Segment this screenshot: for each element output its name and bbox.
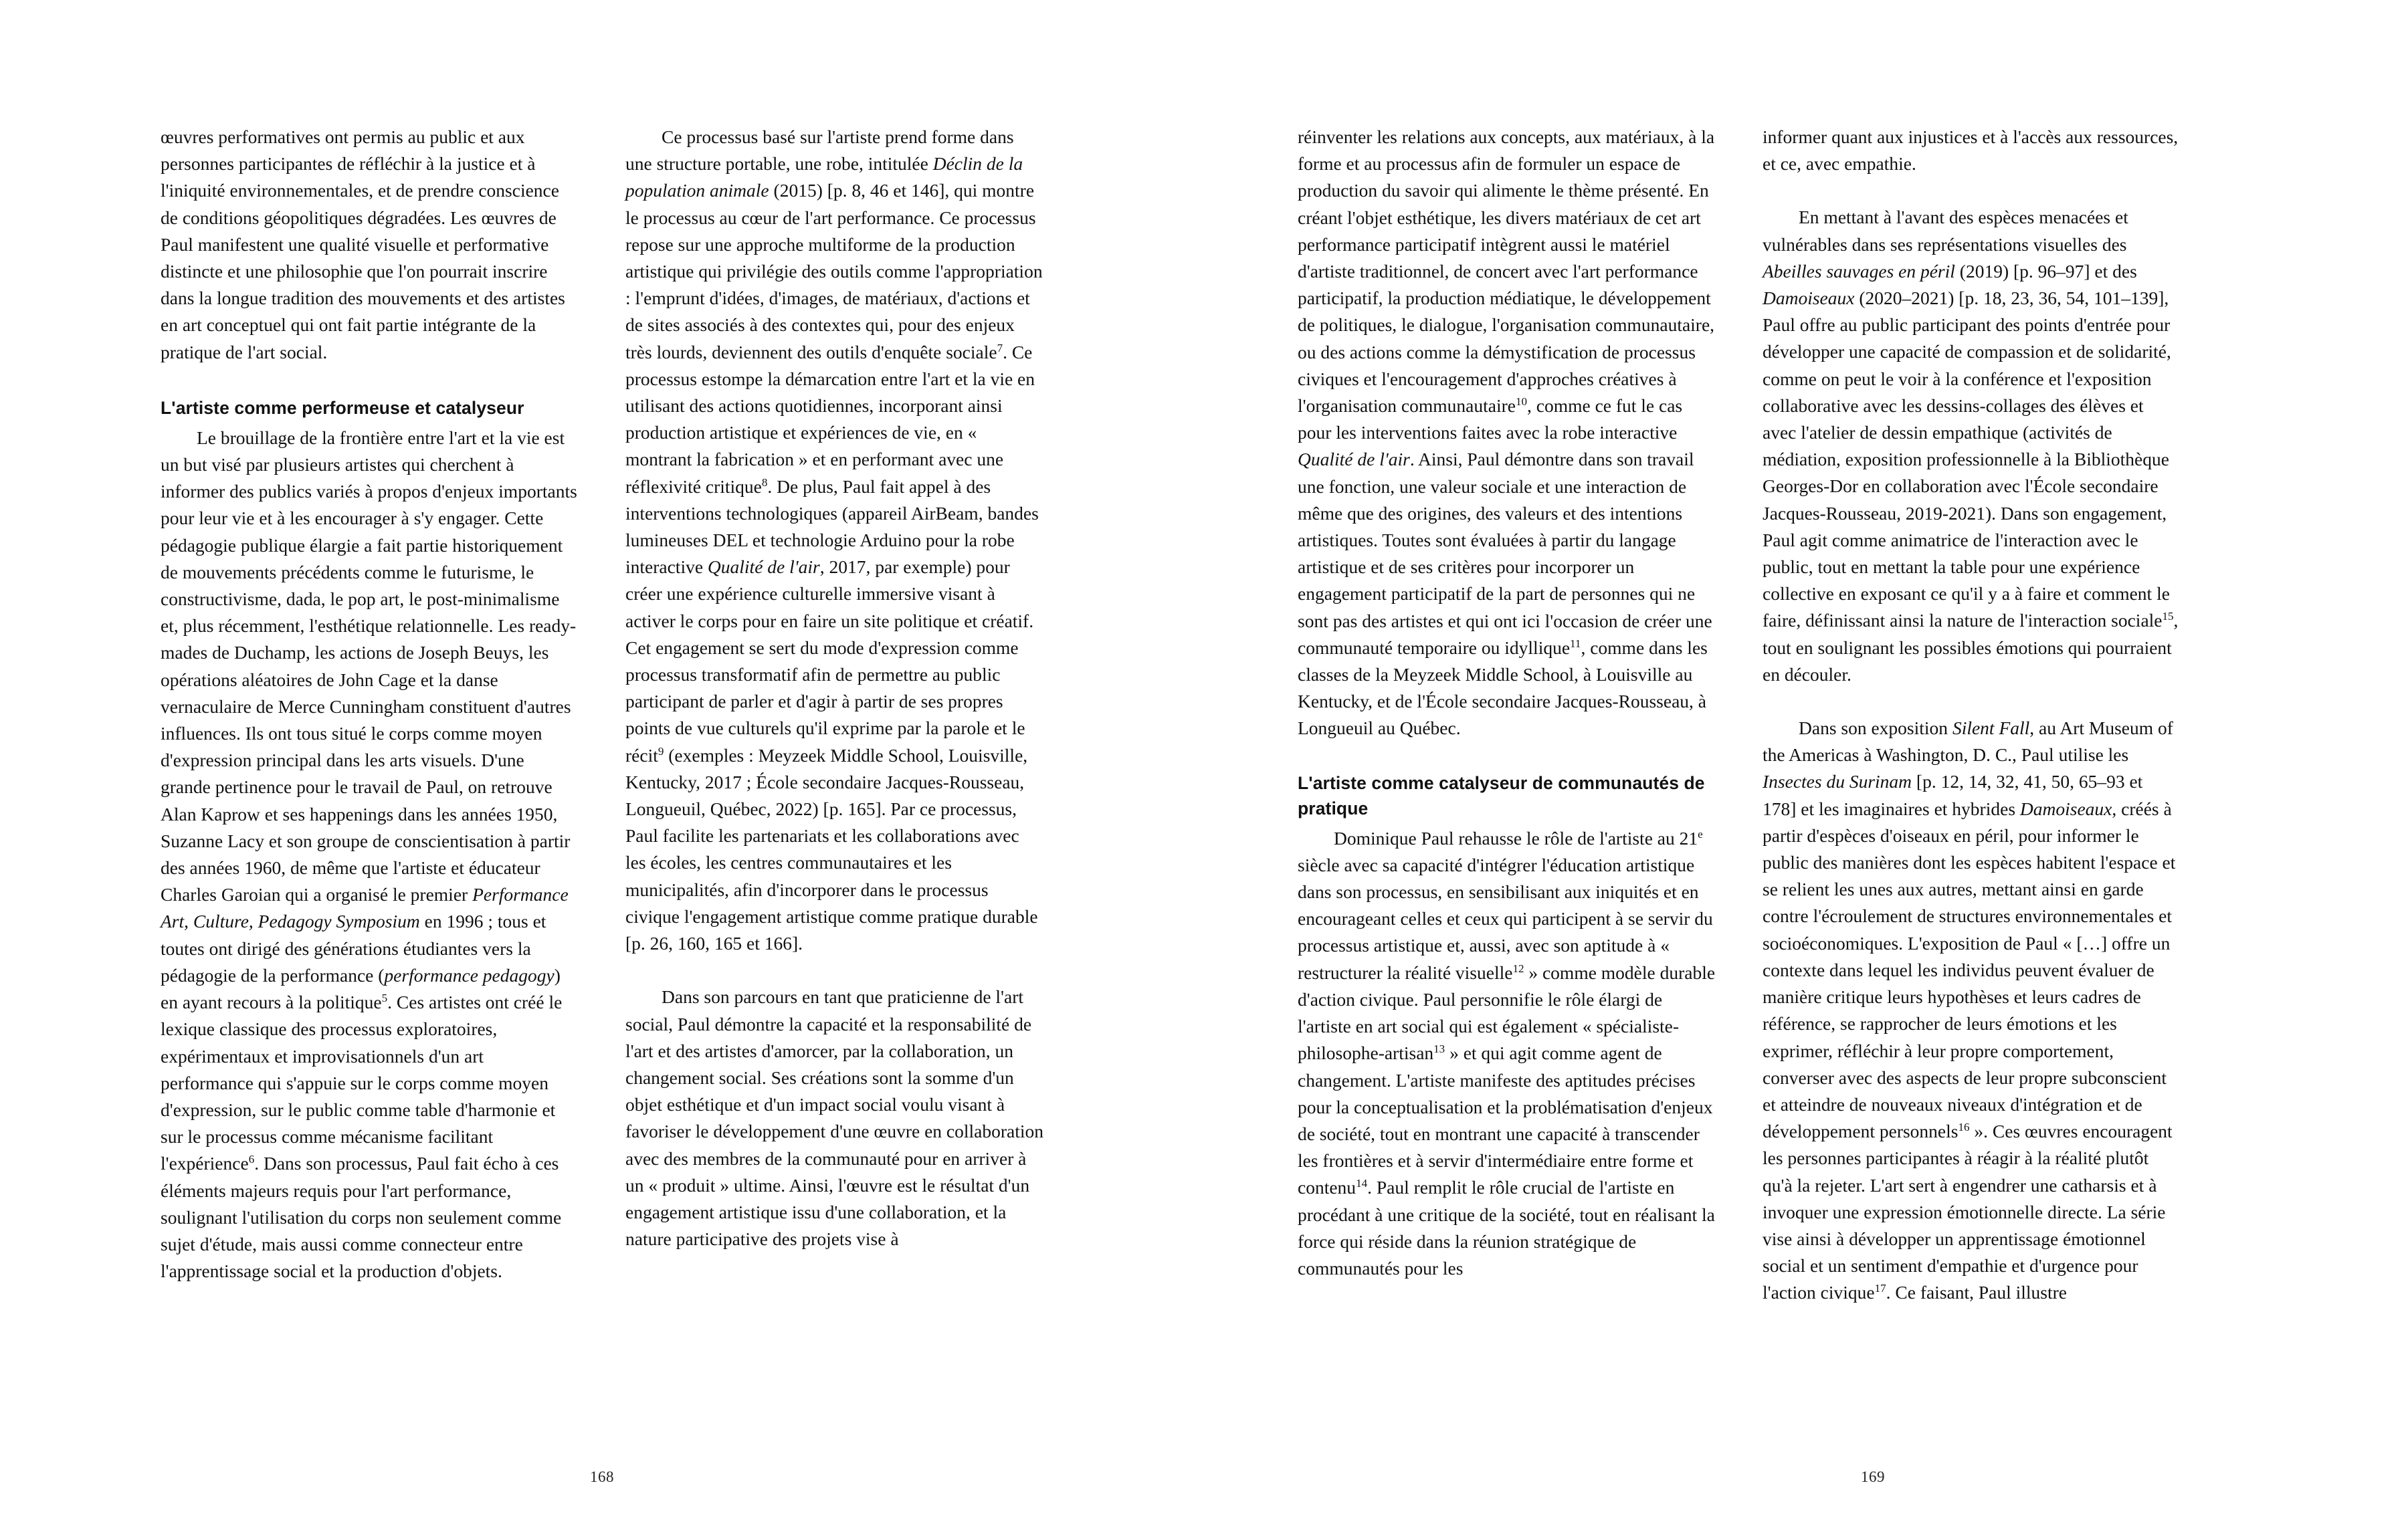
- title-italic: Damoiseaux: [1763, 288, 1855, 309]
- paragraph: œuvres performatives ont permis au public et aux personnes participantes de réfléchir à la justice et à l'iniquité environnementales, et de prendre conscience de conditions géopolitiques dégradées. Les œuvres de Paul manifestent une qualité visuelle et performative distincte et une philosophie que l'on pourrait inscrire dans la longue tradition des mouvements et des artistes en art conceptuel qui ont fait partie intégrante de la pratique de l'art social.: [161, 126, 565, 362]
- footnote-marker: 6: [248, 1153, 255, 1166]
- footnote-marker: 14: [1356, 1177, 1368, 1190]
- title-italic: Silent Fall: [1952, 718, 2030, 739]
- paragraph: Dans son exposition Silent Fall, au Art Museum of the Americas à Washington, D. C., Paul utilise les Insectes du Surinam [p. 12, 14, 32, 41, 50, 65–93 et 178] et les imaginaires et hybrides Damoiseaux, créés à partir d'espèces d'oiseaux en péril, pour informer le public des manières dont les espèces habitent l'espace et se relient les unes aux autres, mettant ainsi en garde contre l'écroulement de structures environnementales et socioéconomiques. L'exposition de Paul « […] offre un contexte dans lequel les individus peuvent évaluer de manière critique leurs hypothèses et leurs cadres de référence, se rapprocher de leurs émotions et les exprimer, réfléchir à leur propre comportement, converser avec des aspects de leur propre subconscient et atteindre de nouveaux niveaux d'intégration et de développement personnels$^{16}$ ». Ces œuvres encouragent les personnes participantes à réagir à la réalité plutôt qu'à la rejeter. L'art sert à engendrer une catharsis et à invoquer une expression émotionnelle directe. La série vise ainsi à développer un apprentissage émotionnel social et un sentiment d'empathie et d'urgence pour l'action civique$^{17}$. Ce faisant, Paul illustre: [1763, 718, 2176, 1303]
- title-italic: performance pedagogy: [384, 964, 555, 986]
- title-italic: Abeilles sauvages en péril: [1763, 260, 1955, 282]
- section-heading-artiste-performeuse: L'artiste comme performeuse et catalyseur: [161, 397, 524, 418]
- paragraph: Dans son parcours en tant que praticienne de l'art social, Paul démontre la capacité et la responsabilité de l'art et des artistes d'amorcer, par la collaboration, un changement social. Ses créations sont la somme d'un objet esthétique et d'un impact social voulu visant à favoriser le développement d'une œuvre en collaboration avec des membres de la communauté pour en arriver à un « produit » ultime. Ainsi, l'œuvre est le résultat d'un engagement artistique issu d'une collaboration, et la nature participative des projets vise à: [625, 986, 1043, 1250]
- paragraph: En mettant à l'avant des espèces menacées et vulnérables dans ses représentations visuelles des Abeilles sauvages en péril (2019) [p. 96–97] et des Damoiseaux (2020–2021) [p. 18, 23, 36, 54, 101–139], Paul offre au public participant des points d'entrée pour développer une capacité de compassion et de solidarité, comme on peut le voir à la conférence et l'exposition collaborative avec les dessins-collages des élèves et avec l'atelier de dessin empathique (activités de médiation, exposition professionnelle à la Bibliothèque Georges-Dor en collaboration avec l'École secondaire Jacques-Rousseau, 2019-2021). Dans son engagement, Paul agit comme animatrice de l'interaction avec le public, tout en mettant la table pour une expérience collective en exposant ce qu'il y a à faire et comment le faire, définissant ainsi la nature de l'interaction sociale$^{15}$, tout en soulignant les possibles émotions qui pourraient en découler.: [1763, 207, 2179, 685]
- paragraph: Dominique Paul rehausse le rôle de l'artiste au 21e siècle avec sa capacité d'intégrer l'éducation artistique dans son processus, en sensibilisant aux iniquités et en encourageant celles et ceux qui participent à se servir du processus artistique et, aussi, avec son aptitude à « restructurer la réalité visuelle$^{12}$ » comme modèle durable d'action civique. Paul personnifie le rôle élargi de l'artiste en art social qui est également « spécialiste-philosophe-artisan$^{13}$ » et qui agit comme agent de changement. L'artiste manifeste des aptitudes précises pour la conceptualisation et la problématisation d'enjeux de société, tout en montrant une capacité à transcender les frontières et à servir d'intermédiaire entre forme et contenu$^{14}$. Paul remplit le rôle crucial de l'artiste en procédant à une critique de la société, tout en réalisant la force qui réside dans la réunion stratégique de communautés pour les: [1298, 827, 1716, 1279]
- title-italic: Performance Art, Culture, Pedagogy Symposium: [161, 884, 569, 932]
- page-right-column-2: [1763, 124, 2181, 1388]
- title-italic: Déclin de la population animale: [625, 153, 1023, 201]
- section-heading-artiste-catalyseur: L'artiste comme catalyseur de communautés de pratique: [1298, 772, 1705, 818]
- paragraph: Ce processus basé sur l'artiste prend forme dans une structure portable, une robe, intitulée Déclin de la population animale (2015) [p. 8, 46 et 146], qui montre le processus au cœur de l'art performance. Ce processus repose sur une approche multiforme de la production artistique qui privilégie des outils comme l'appropriation : l'emprunt d'idées, d'images, de matériaux, d'actions et de sites associés à des contextes qui, pour des enjeux très lourds, deviennent des outils d'enquête sociale$^7$. Ce processus estompe la démarcation entre l'art et la vie en utilisant des actions quotidiennes, incorporant ainsi production artistique et expériences de vie, en « montrant la fabrication » et en performant avec une réflexivité critique$^8$. De plus, Paul fait appel à des interventions technologiques (appareil AirBeam, bandes lumineuses DEL et technologie Arduino pour la robe interactive Qualité de l'air, 2017, par exemple) pour créer une expérience culturelle immersive visant à activer le corps pour en faire un site politique et créatif. Cet engagement se sert du mode d'expression comme processus transformatif afin de permettre au public participant de parler et d'agir à partir de ses propres points de vue culturels qu'il exprime par la parole et le récit$^9$ (exemples : Meyzeek Middle School, Louisville, Kentucky, 2017 ; École secondaire Jacques-Rousseau, Longueuil, Québec, 2022) [p. 165]. Par ce processus, Paul facilite les partenariats et les collaborations avec les écoles, les centres communautaires et les municipalités, afin d'incorporer dans le processus civique l'engagement artistique comme pratique durable [p. 26, 160, 165 et 166].: [625, 126, 1043, 954]
- folio-left: 168: [590, 1468, 614, 1485]
- page-left-column-2: [625, 124, 1043, 1388]
- footnote-marker: 9: [658, 744, 664, 758]
- page-right: [1204, 0, 2408, 1538]
- ordinal-marker: e: [1698, 827, 1703, 841]
- title-italic: Qualité de l'air: [707, 556, 820, 578]
- footnote-marker: 15: [2162, 610, 2174, 623]
- title-italic: Damoiseaux: [2019, 798, 2112, 819]
- paragraph: réinventer les relations aux concepts, aux matériaux, à la forme et au processus afin de formuler un espace de production du savoir qui alimente le thème présenté. En créant l'objet esthétique, les divers matériaux de cet art performance participatif intègrent aussi le matériel d'artiste traditionnel, de concert avec l'art performance participatif, la production médiatique, le développement de politiques, le dialogue, l'organisation communautaire, ou des actions comme la démystification de processus civiques et l'encouragement d'approches créatives à l'organisation communautaire$^{10}$, comme ce fut le cas pour les interventions faites avec la robe interactive Qualité de l'air. Ainsi, Paul démontre dans son travail une fonction, une valeur sociale et une interaction de même que des origines, des valeurs et des intentions artistiques. Toutes sont évaluées à partir du langage artistique et de ses critères pour incorporer un engagement participatif de la part de personnes qui ne sont pas des artistes et qui ont ici l'occasion de créer une communauté temporaire ou idyllique$^{11}$, comme dans les classes de la Meyzeek Middle School, à Louisville au Kentucky, et de l'École secondaire Jacques-Rousseau, à Longueuil au Québec.: [1298, 126, 1715, 739]
- page-right-column-1: [1298, 124, 1716, 1388]
- paragraph: informer quant aux injustices et à l'accès aux ressources, et ce, avec empathie.: [1763, 126, 2179, 175]
- paragraph: Le brouillage de la frontière entre l'art et la vie est un but visé par plusieurs artistes qui cherchent à informer des publics variés à propos d'enjeux importants pour leur vie et à les encourager à s'y engager. Cette pédagogie publique élargie a fait partie historiquement de mouvements précédents comme le futurisme, le constructivisme, dada, le pop art, le post-minimalisme et, plus récemment, l'esthétique relationnelle. Les ready-mades de Duchamp, les actions de Joseph Beuys, les opérations aléatoires de John Cage et la danse vernaculaire de Merce Cunningham constituent d'autres influences. Ils ont tous situé le corps comme moyen d'expression principal dans les arts visuels. D'une grande pertinence pour le travail de Paul, on retrouve Alan Kaprow et ses happenings dans les années 1950, Suzanne Lacy et son groupe de conscientisation à partir des années 1960, de même que l'artiste et éducateur Charles Garoian qui a organisé le premier Performance Art, Culture, Pedagogy Symposium en 1996 ; tous et toutes ont dirigé des générations étudiantes vers la pédagogie de la performance (performance pedagogy) en ayant recours à la politique$^5$. Ces artistes ont créé le lexique classique des processus exploratoires, expérimentaux et improvisationnels d'un art performance qui s'appuie sur le corps comme moyen d'expression, sur le public comme table d'harmonie et sur le processus comme mécanisme facilitant l'expérience$^6$. Dans son processus, Paul fait écho à ces éléments majeurs requis pour l'art performance, soulignant l'utilisation du corps non seulement comme sujet d'étude, mais aussi comme connecteur entre l'apprentissage social et la production d'objets.: [161, 427, 577, 1282]
- footnote-marker: 8: [761, 475, 768, 489]
- footnote-marker: 16: [1958, 1120, 1970, 1133]
- folio-right: 169: [1861, 1468, 1885, 1485]
- footnote-marker: 17: [1874, 1282, 1886, 1295]
- footnote-marker: 10: [1515, 395, 1527, 408]
- footnote-marker: 7: [997, 341, 1003, 354]
- page-right-columns: [1298, 124, 2247, 1388]
- footnote-marker: 5: [381, 991, 388, 1004]
- page-left-columns: [161, 124, 1110, 1388]
- title-italic: Insectes du Surinam: [1763, 771, 1912, 792]
- footnote-marker: 11: [1570, 637, 1581, 650]
- page-left-column-1: [161, 124, 579, 1388]
- footnote-marker: 13: [1433, 1042, 1445, 1056]
- footnote-marker: 12: [1512, 962, 1524, 975]
- title-italic: Qualité de l'air: [1298, 449, 1410, 470]
